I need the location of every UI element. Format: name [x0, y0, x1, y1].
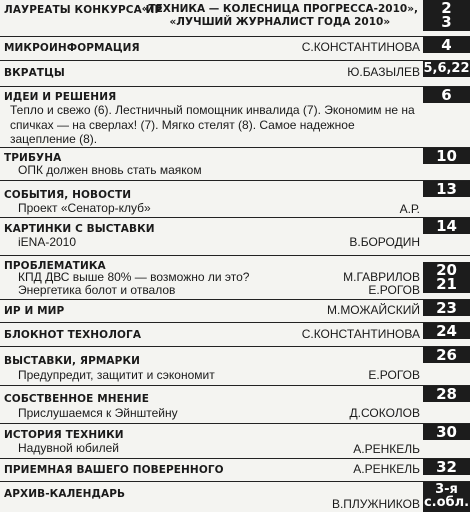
contest-headline-line: «ТЕХНИКА — КОЛЕСНИЦА ПРОГРЕССА-2010»,: [141, 3, 418, 15]
page-number-badge[interactable]: 13: [423, 181, 470, 197]
toc-row-pictures: [0, 217, 470, 255]
ideas-paragraph: Тепло и свежо (6). Лестничный помощник инвалида (7). Экономим не на спичках — на сверлах! (7). Мягко стелят (8). Самое надежное зацепление (8).: [10, 103, 415, 146]
page-number-badge[interactable]: 6: [423, 87, 470, 103]
section-title: ИР И МИР: [4, 305, 65, 317]
article-title[interactable]: Предупредит, защитит и сэкономит: [18, 368, 215, 382]
page-number-badge[interactable]: 14: [423, 218, 470, 234]
page-number-badge[interactable]: 4: [423, 37, 470, 53]
toc-row-notebook: [0, 322, 470, 346]
author-name: А.РЕНКЕЛЬ: [353, 442, 420, 456]
page-number-badge[interactable]: 26: [423, 347, 470, 363]
toc-row-microinfo: [0, 36, 470, 60]
article-title[interactable]: iENA-2010: [18, 235, 77, 249]
section-title: ИДЕИ И РЕШЕНИЯ: [4, 91, 117, 103]
page-number-badge[interactable]: 23: [423, 300, 470, 316]
section-title: ТРИБУНА: [4, 152, 62, 164]
section-title: ЛАУРЕАТЫ КОНКУРСА ИР: [4, 4, 163, 16]
toc-row-laureates: [0, 0, 470, 33]
author-name: В.БОРОДИН: [349, 235, 420, 249]
toc-row-exhibitions: [0, 346, 470, 385]
section-title: БЛОКНОТ ТЕХНОЛОГА: [4, 329, 142, 341]
section-title: ВКРАТЦЫ: [4, 67, 65, 79]
section-title: ИСТОРИЯ ТЕХНИКИ: [4, 429, 124, 441]
section-title: ПРИЕМНАЯ ВАШЕГО ПОВЕРЕННОГО: [4, 464, 224, 476]
page-number-badge[interactable]: 5,6,22: [423, 61, 470, 76]
page-number-badge[interactable]: 3-я с.обл.: [423, 482, 470, 510]
author-name: А.РЕНКЕЛЬ: [353, 462, 420, 476]
toc-row-archive: [0, 481, 470, 512]
section-title: АРХИВ-КАЛЕНДАРЬ: [4, 488, 126, 500]
toc-row-briefly: [0, 60, 470, 85]
contest-headline: [142, 3, 418, 29]
toc-row-attorney: [0, 458, 470, 481]
toc-row-opinion: [0, 385, 470, 423]
section-title: ВЫСТАВКИ, ЯРМАРКИ: [4, 355, 141, 367]
article-title[interactable]: Проект «Сенатор-клуб»: [18, 201, 151, 215]
author-name: Е.РОГОВ: [368, 283, 420, 297]
author-name: В.ПЛУЖНИКОВ: [331, 497, 420, 511]
toc-row-problems: [0, 255, 470, 299]
author-name: С.КОНСТАНТИНОВА: [301, 40, 420, 54]
article-title[interactable]: Надувной юбилей: [18, 441, 120, 455]
author-name: Е.РОГОВ: [368, 368, 420, 382]
page-number-badge[interactable]: 2 3: [423, 0, 470, 31]
section-title: СОБЫТИЯ, НОВОСТИ: [4, 189, 132, 201]
page-number-badge[interactable]: 30: [423, 424, 470, 440]
author-name: А.Р.: [399, 202, 420, 216]
page-number-badge[interactable]: 10: [423, 148, 470, 164]
article-title[interactable]: Прислушаемся к Эйнштейну: [18, 406, 178, 420]
author-name: Д.СОКОЛОВ: [349, 406, 420, 420]
toc-row-history: [0, 423, 470, 458]
author-name: М.ГАВРИЛОВ: [343, 270, 420, 284]
page-number-badge[interactable]: 28: [423, 386, 470, 402]
page-number-badge[interactable]: 24: [423, 323, 470, 339]
author-name: С.КОНСТАНТИНОВА: [301, 327, 420, 341]
section-title: СОБСТВЕННОЕ МНЕНИЕ: [4, 393, 149, 405]
toc-row-tribune: [0, 147, 470, 180]
author-name: М.МОЖАЙСКИЙ: [326, 303, 420, 317]
article-title[interactable]: Энергетика болот и отвалов: [18, 283, 176, 297]
section-title: КАРТИНКИ С ВЫСТАВКИ: [4, 223, 155, 235]
toc-row-ideas: [0, 86, 470, 147]
section-title: МИКРОИНФОРМАЦИЯ: [4, 42, 140, 54]
toc-row-ir-and-world: [0, 299, 470, 322]
toc-row-events: [0, 180, 470, 217]
section-title: ПРОБЛЕМАТИКА: [4, 260, 106, 272]
article-title[interactable]: ОПК должен вновь стать маяком: [18, 163, 202, 177]
page-number-badge[interactable]: 20 21: [423, 262, 470, 293]
author-name: Ю.БАЗЫЛЕВ: [347, 65, 420, 79]
article-title[interactable]: КПД ДВС выше 80% — возможно ли это?: [18, 270, 250, 284]
page-number-badge[interactable]: 32: [423, 459, 470, 475]
contest-headline-line: «ЛУЧШИЙ ЖУРНАЛИСТ ГОДА 2010»: [169, 16, 391, 28]
